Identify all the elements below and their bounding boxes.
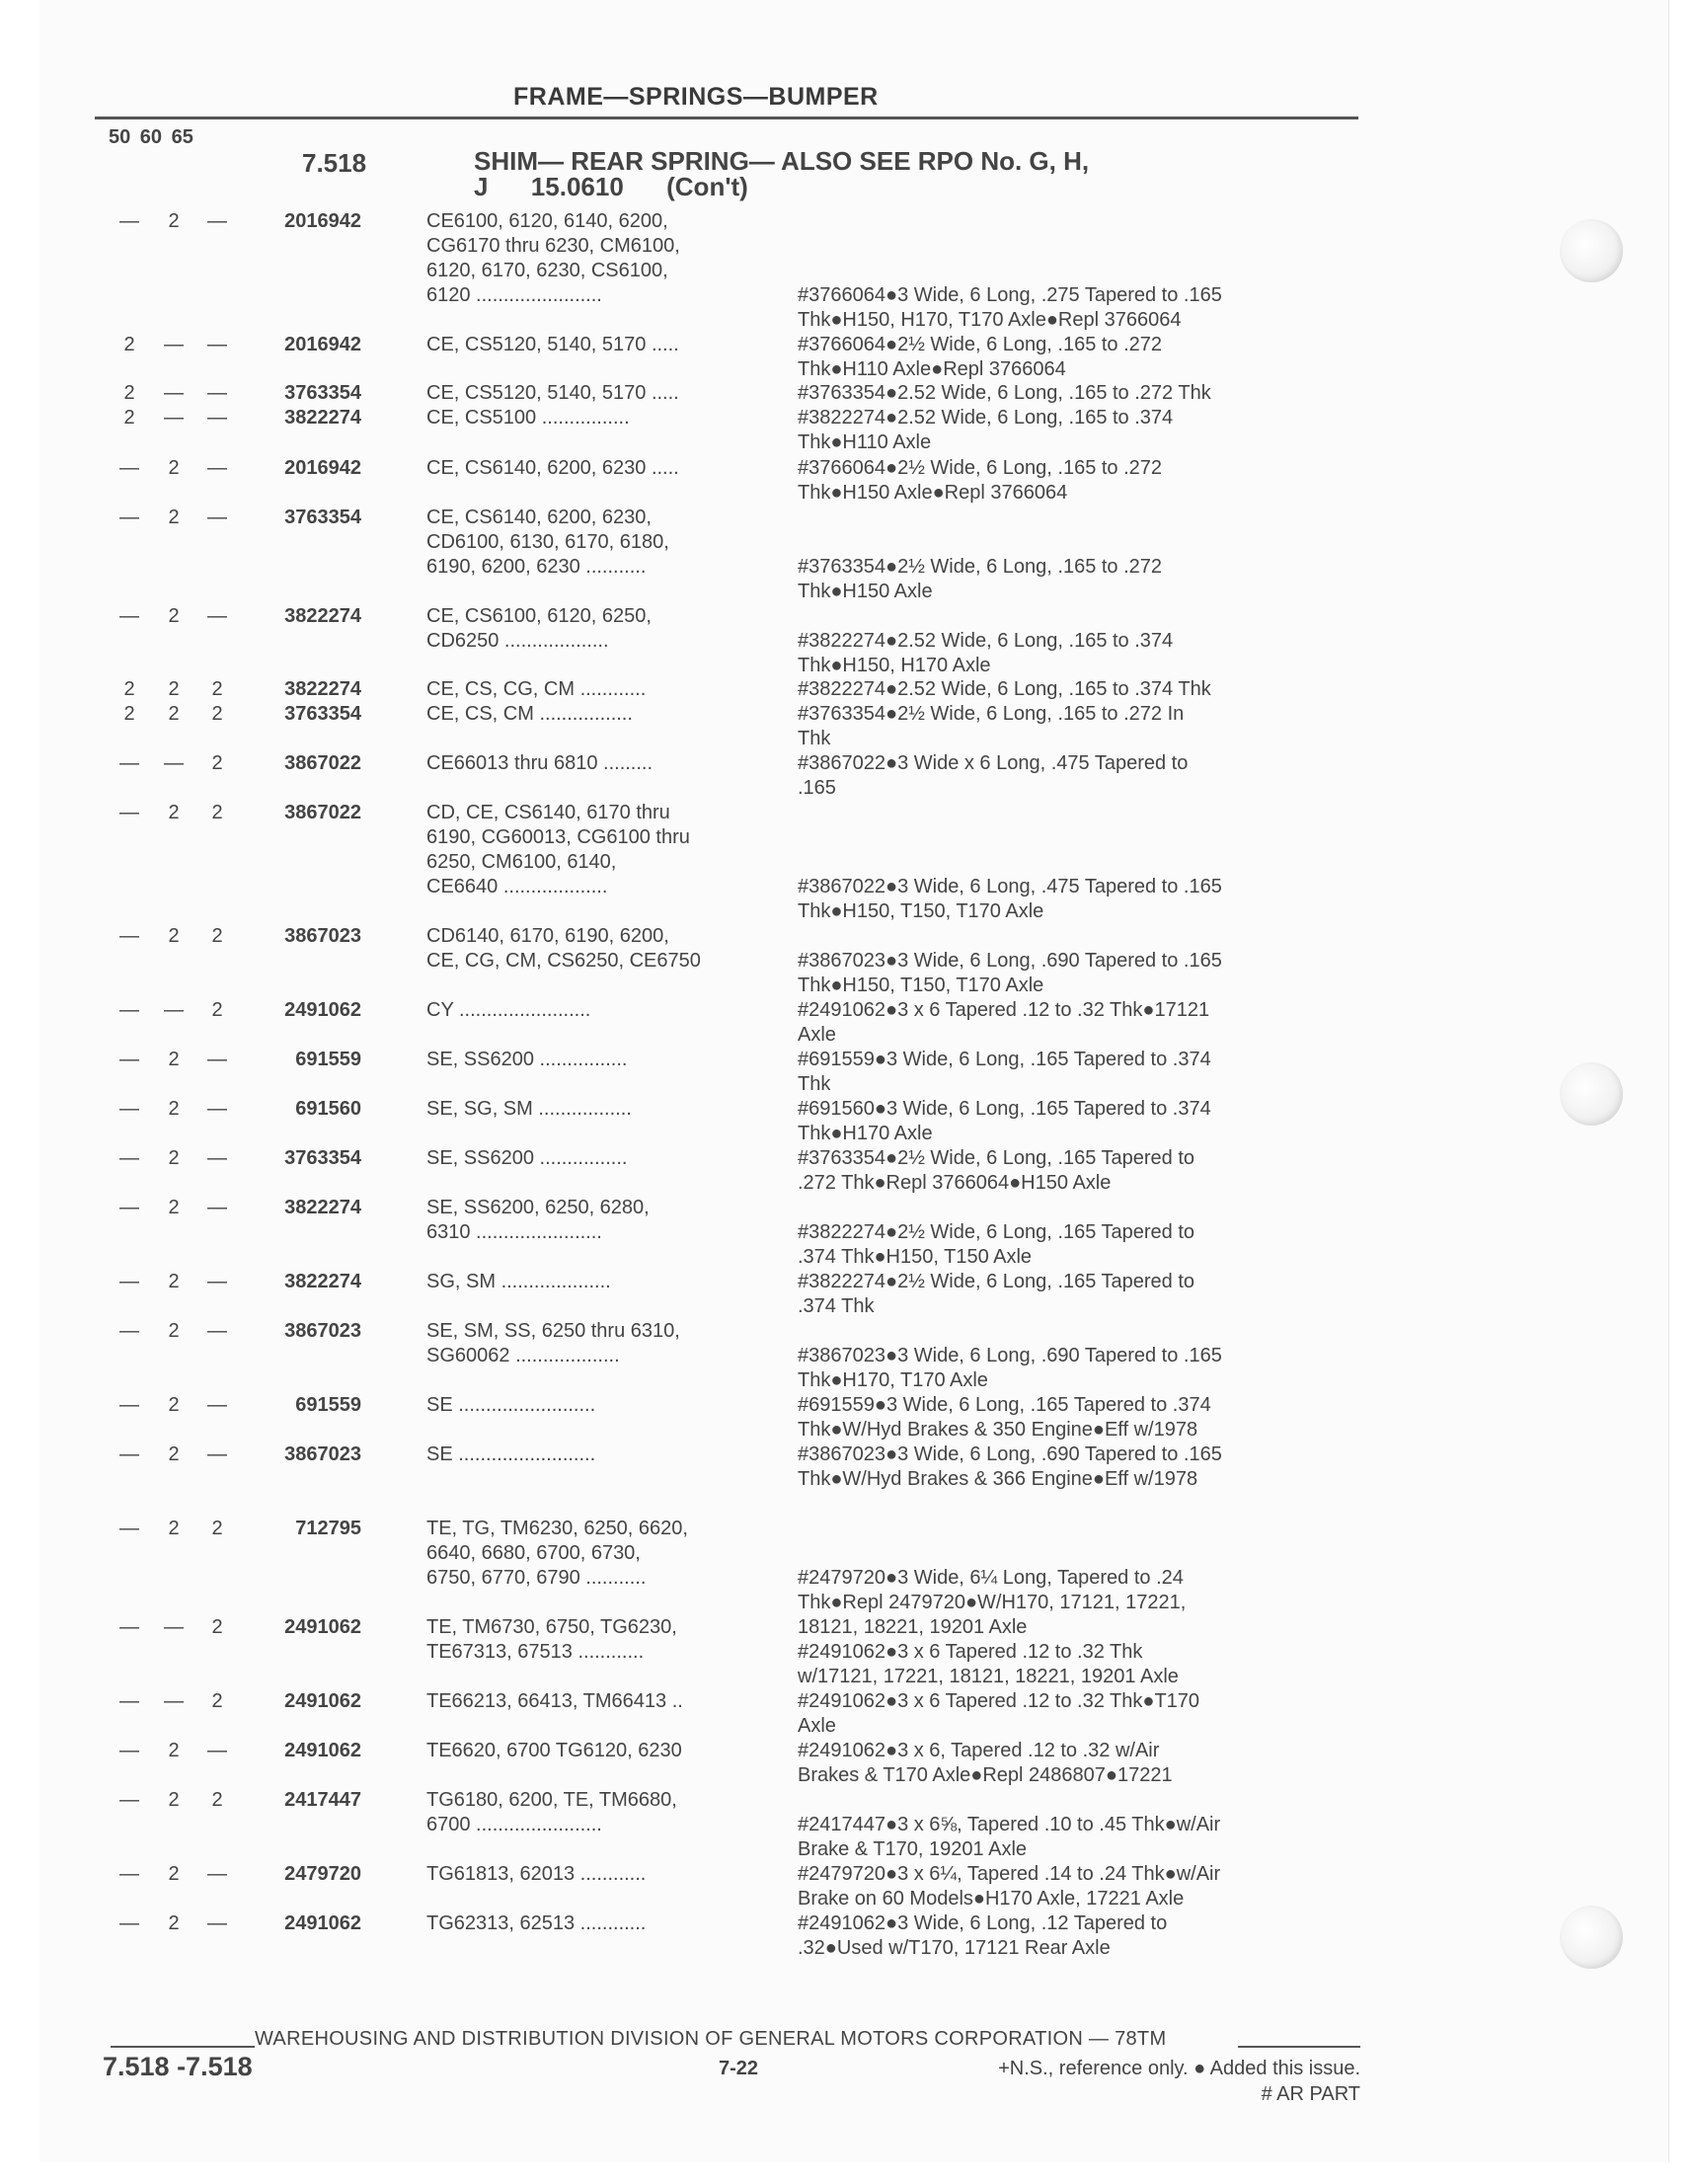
qty-50: —: [119, 1690, 139, 1712]
qty-60: 2: [168, 1518, 180, 1539]
qty-65: 2: [211, 703, 223, 725]
qty-60: 2: [168, 1271, 180, 1292]
qty-65: 2: [211, 678, 223, 700]
header-divider: [95, 117, 1358, 119]
part-number: 691560: [295, 1098, 361, 1120]
qty-60: —: [164, 407, 184, 429]
part-note: #3766064●3 Wide, 6 Long, .275 Tapered to .165 Thk●H150, H170, T170 Axle●Repl 3766064: [798, 284, 1222, 331]
part-number: 3867023: [284, 1443, 361, 1465]
qty-60: 2: [168, 1789, 180, 1811]
qty-65: —: [207, 210, 227, 232]
qty-60: —: [164, 1690, 184, 1712]
qty-65: —: [207, 1394, 227, 1416]
model-application: CE, CS, CG, CM ............: [426, 678, 647, 700]
model-application: TE, TM6730, 6750, TG6230, TE67313, 67513 ............: [426, 1616, 677, 1663]
qty-60: 2: [168, 925, 180, 947]
qty-50: 2: [123, 678, 135, 700]
qty-50: —: [119, 1912, 139, 1934]
part-note: #3867023●3 Wide, 6 Long, .690 Tapered to .165 Thk●H150, T150, T170 Axle: [798, 950, 1222, 996]
qty-50: —: [119, 210, 139, 232]
qty-50: —: [119, 925, 139, 947]
page-title: FRAME—SPRINGS—BUMPER: [513, 83, 879, 111]
part-note: #2491062●3 x 6 Tapered .12 to .32 Thk●17121 Axle: [798, 999, 1210, 1046]
qty-65: 2: [211, 802, 223, 823]
model-application: CD6140, 6170, 6190, 6200, CE, CG, CM, CS6250, CE6750: [426, 925, 701, 972]
part-note: #3822274●2½ Wide, 6 Long, .165 Tapered to .374 Thk: [798, 1271, 1195, 1317]
qty-65: —: [207, 1197, 227, 1218]
model-application: SE, SS6200 ................: [426, 1049, 628, 1070]
part-number: 691559: [295, 1394, 361, 1416]
part-number: 691559: [295, 1049, 361, 1070]
footer-divider-left: [111, 2046, 255, 2048]
qty-65: 2: [211, 752, 223, 774]
model-application: TG62313, 62513 ............: [426, 1912, 647, 1934]
qty-60: 2: [168, 1443, 180, 1465]
binder-hole-middle: [1560, 1062, 1623, 1126]
qty-60: 2: [168, 1394, 180, 1416]
model-application: SG, SM ....................: [426, 1271, 611, 1292]
qty-50: —: [119, 752, 139, 774]
qty-65: —: [207, 407, 227, 429]
part-note: #3867022●3 Wide x 6 Long, .475 Tapered to .165: [798, 752, 1189, 799]
model-year-columns: 50 60 65: [109, 126, 193, 148]
part-note: #3766064●2½ Wide, 6 Long, .165 to .272 Thk●H110 Axle●Repl 3766064: [798, 334, 1163, 380]
part-number: 2491062: [284, 1912, 361, 1934]
qty-60: 2: [168, 1147, 180, 1169]
qty-65: —: [207, 382, 227, 404]
part-note: #3867023●3 Wide, 6 Long, .690 Tapered to .165 Thk●W/Hyd Brakes & 366 Engine●Eff w/1978: [798, 1443, 1222, 1490]
part-note: #2417447●3 x 6⅝, Tapered .10 to .45 Thk●w/Air Brake & T170, 19201 Axle: [798, 1814, 1221, 1860]
qty-65: —: [207, 457, 227, 479]
qty-50: 2: [123, 334, 135, 355]
qty-65: —: [207, 1049, 227, 1070]
qty-50: —: [119, 1789, 139, 1811]
model-application: SE, SG, SM .................: [426, 1098, 632, 1120]
qty-50: —: [119, 1518, 139, 1539]
footer-divider-right: [1238, 2046, 1360, 2048]
model-application: TE6620, 6700 TG6120, 6230: [426, 1740, 682, 1761]
model-application: CE, CS5100 ................: [426, 407, 630, 429]
section-title: [474, 148, 1283, 199]
part-note: #2491062●3 x 6, Tapered .12 to .32 w/Air Brakes & T170 Axle●Repl 2486807●17221: [798, 1740, 1173, 1786]
part-note: #2491062●3 x 6 Tapered .12 to .32 Thk●T170 Axle: [798, 1690, 1200, 1737]
qty-60: —: [164, 752, 184, 774]
qty-50: 2: [123, 703, 135, 725]
model-application: CE, CS5120, 5140, 5170 .....: [426, 382, 679, 404]
part-number: 2491062: [284, 1740, 361, 1761]
part-number: 2479720: [284, 1863, 361, 1885]
footer-division: WAREHOUSING AND DISTRIBUTION DIVISION OF GENERAL MOTORS CORPORATION — 78TM: [255, 2028, 1167, 2050]
part-note: #691559●3 Wide, 6 Long, .165 Tapered to .374 Thk●W/Hyd Brakes & 350 Engine●Eff w/1978: [798, 1394, 1211, 1441]
model-application: TE, TG, TM6230, 6250, 6620, 6640, 6680, 6700, 6730, 6750, 6770, 6790 ...........: [426, 1518, 688, 1589]
qty-60: 2: [168, 703, 180, 725]
footer-legend: +N.S., reference only. ● Added this issue.: [998, 2058, 1360, 2079]
model-application: SE .........................: [426, 1394, 596, 1416]
qty-60: —: [164, 382, 184, 404]
binder-hole-top: [1560, 219, 1623, 282]
qty-50: —: [119, 1616, 139, 1638]
model-application: TG6180, 6200, TE, TM6680, 6700 .......................: [426, 1789, 677, 1835]
qty-50: —: [119, 1320, 139, 1342]
model-application: CE, CS, CM .................: [426, 703, 633, 725]
qty-60: 2: [168, 678, 180, 700]
model-application: TG61813, 62013 ............: [426, 1863, 647, 1885]
part-note: #3763354●2½ Wide, 6 Long, .165 to .272 Thk●H150 Axle: [798, 556, 1163, 602]
qty-60: —: [164, 1616, 184, 1638]
model-application: CE6100, 6120, 6140, 6200, CG6170 thru 6230, CM6100, 6120, 6170, 6230, CS6100, 6120 .......................: [426, 210, 680, 306]
qty-65: 2: [211, 1690, 223, 1712]
part-note: #2491062●3 Wide, 6 Long, .12 Tapered to .32●Used w/T170, 17121 Rear Axle: [798, 1912, 1168, 1959]
part-number: 2417447: [284, 1789, 361, 1811]
qty-60: 2: [168, 1049, 180, 1070]
part-number: 2491062: [284, 999, 361, 1021]
part-number: 2016942: [284, 457, 361, 479]
model-application: SE, SM, SS, 6250 thru 6310, SG60062 ...................: [426, 1320, 680, 1366]
qty-50: —: [119, 1443, 139, 1465]
qty-60: 2: [168, 457, 180, 479]
qty-65: —: [207, 334, 227, 355]
part-note: #3766064●2½ Wide, 6 Long, .165 to .272 Thk●H150 Axle●Repl 3766064: [798, 457, 1163, 504]
part-note: #2479720●3 Wide, 6¼ Long, Tapered to .24 Thk●Repl 2479720●W/H170, 17121, 17221, 18121, 18221, 19201 Axle: [798, 1567, 1187, 1638]
qty-50: —: [119, 1049, 139, 1070]
part-note: #691559●3 Wide, 6 Long, .165 Tapered to .374 Thk: [798, 1049, 1211, 1095]
part-number: 2016942: [284, 334, 361, 355]
qty-60: 2: [168, 1863, 180, 1885]
qty-50: —: [119, 999, 139, 1021]
qty-50: —: [119, 1197, 139, 1218]
part-note: #3867022●3 Wide, 6 Long, .475 Tapered to .165 Thk●H150, T150, T170 Axle: [798, 876, 1222, 922]
part-note: #3822274●2½ Wide, 6 Long, .165 Tapered to .374 Thk●H150, T150 Axle: [798, 1221, 1195, 1268]
qty-60: —: [164, 334, 184, 355]
part-number: 3822274: [284, 678, 361, 700]
model-application: CY ........................: [426, 999, 591, 1021]
qty-60: 2: [168, 1098, 180, 1120]
qty-65: —: [207, 1147, 227, 1169]
qty-50: —: [119, 802, 139, 823]
model-application: CE, CS5120, 5140, 5170 .....: [426, 334, 679, 355]
part-number: 3763354: [284, 507, 361, 528]
qty-60: 2: [168, 1320, 180, 1342]
part-number: 3763354: [284, 382, 361, 404]
page-number: 7-22: [719, 2058, 759, 2079]
qty-50: —: [119, 507, 139, 528]
part-number: 2491062: [284, 1690, 361, 1712]
part-number: 3763354: [284, 703, 361, 725]
part-note: #3822274●2.52 Wide, 6 Long, .165 to .374 Thk●H110 Axle: [798, 407, 1174, 453]
qty-65: —: [207, 1443, 227, 1465]
qty-65: —: [207, 605, 227, 627]
qty-65: —: [207, 1098, 227, 1120]
section-title-line2: J 15.0610 (Con't): [474, 172, 748, 201]
qty-65: —: [207, 507, 227, 528]
section-title-line1: SHIM— REAR SPRING— ALSO SEE RPO No. G, H,: [474, 146, 1090, 176]
part-number: 3822274: [284, 1197, 361, 1218]
part-note: #3763354●2.52 Wide, 6 Long, .165 to .272 Thk: [798, 382, 1211, 404]
qty-65: 2: [211, 925, 223, 947]
part-number: 3867023: [284, 1320, 361, 1342]
qty-65: —: [207, 1320, 227, 1342]
qty-60: 2: [168, 210, 180, 232]
part-number: 3822274: [284, 605, 361, 627]
qty-50: —: [119, 1863, 139, 1885]
qty-50: —: [119, 1740, 139, 1761]
part-note: #691560●3 Wide, 6 Long, .165 Tapered to .374 Thk●H170 Axle: [798, 1098, 1211, 1144]
qty-60: 2: [168, 507, 180, 528]
part-number: 3822274: [284, 407, 361, 429]
model-application: CE, CS6140, 6200, 6230, CD6100, 6130, 6170, 6180, 6190, 6200, 6230 ...........: [426, 507, 669, 578]
qty-60: 2: [168, 605, 180, 627]
qty-50: —: [119, 605, 139, 627]
qty-65: —: [207, 1912, 227, 1934]
qty-60: 2: [168, 1740, 180, 1761]
section-number: 7.518: [302, 148, 367, 178]
qty-50: —: [119, 1147, 139, 1169]
part-note: #2479720●3 x 6¼, Tapered .14 to .24 Thk●w/Air Brake on 60 Models●H170 Axle, 17221 Axle: [798, 1863, 1221, 1910]
qty-60: 2: [168, 802, 180, 823]
qty-65: —: [207, 1740, 227, 1761]
qty-65: 2: [211, 1518, 223, 1539]
qty-65: —: [207, 1271, 227, 1292]
qty-65: 2: [211, 1789, 223, 1811]
part-note: #3822274●2.52 Wide, 6 Long, .165 to .374 Thk: [798, 678, 1211, 700]
part-number: 2491062: [284, 1616, 361, 1638]
qty-65: —: [207, 1863, 227, 1885]
part-note: #3822274●2.52 Wide, 6 Long, .165 to .374 Thk●H150, H170 Axle: [798, 630, 1174, 676]
part-note: #3763354●2½ Wide, 6 Long, .165 to .272 In Thk: [798, 703, 1185, 749]
qty-50: —: [119, 457, 139, 479]
part-number: 3763354: [284, 1147, 361, 1169]
qty-50: —: [119, 1394, 139, 1416]
part-note: #3867023●3 Wide, 6 Long, .690 Tapered to .165 Thk●H170, T170 Axle: [798, 1345, 1222, 1391]
qty-50: —: [119, 1271, 139, 1292]
part-number: 3867022: [284, 802, 361, 823]
footer-legend-ar: # AR PART: [1261, 2083, 1360, 2105]
binder-hole-bottom: [1560, 1906, 1623, 1969]
qty-60: 2: [168, 1912, 180, 1934]
qty-50: 2: [123, 382, 135, 404]
model-application: SE, SS6200 ................: [426, 1147, 628, 1169]
model-application: CE66013 thru 6810 .........: [426, 752, 654, 774]
footer-section-range: 7.518 -7.518: [103, 2052, 253, 2081]
part-number: 3867022: [284, 752, 361, 774]
part-number: 3822274: [284, 1271, 361, 1292]
model-application: TE66213, 66413, TM66413 ..: [426, 1690, 683, 1712]
model-application: CD, CE, CS6140, 6170 thru 6190, CG60013, CG6100 thru 6250, CM6100, 6140, CE6640 ...................: [426, 802, 690, 897]
qty-65: 2: [211, 1616, 223, 1638]
part-number: 3867023: [284, 925, 361, 947]
part-note: #2491062●3 x 6 Tapered .12 to .32 Thk w/17121, 17221, 18121, 18221, 19201 Axle: [798, 1641, 1179, 1687]
part-note: #3763354●2½ Wide, 6 Long, .165 Tapered to .272 Thk●Repl 3766064●H150 Axle: [798, 1147, 1195, 1194]
qty-60: 2: [168, 1197, 180, 1218]
part-number: 2016942: [284, 210, 361, 232]
model-application: SE .........................: [426, 1443, 596, 1465]
qty-65: 2: [211, 999, 223, 1021]
part-number: 712795: [295, 1518, 361, 1539]
model-application: CE, CS6140, 6200, 6230 .....: [426, 457, 679, 479]
model-application: SE, SS6200, 6250, 6280, 6310 .......................: [426, 1197, 650, 1243]
model-application: CE, CS6100, 6120, 6250, CD6250 ...................: [426, 605, 652, 652]
qty-60: —: [164, 999, 184, 1021]
qty-50: 2: [123, 407, 135, 429]
qty-50: —: [119, 1098, 139, 1120]
